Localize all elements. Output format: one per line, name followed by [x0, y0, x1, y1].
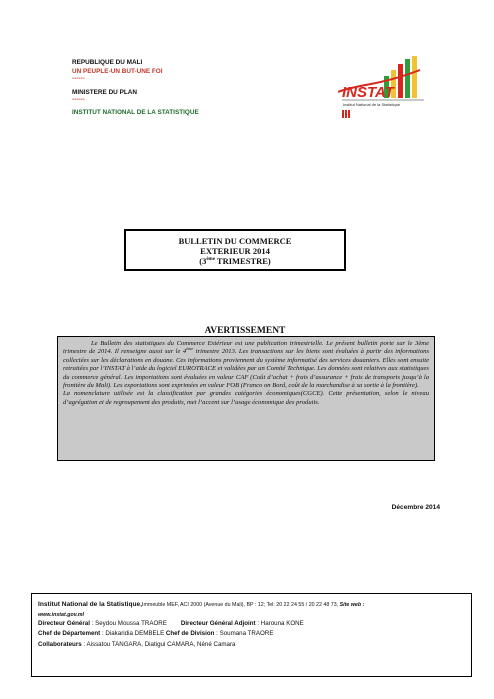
national-motto: UN PEUPLE-UN BUT-UNE FOI	[72, 68, 163, 75]
division-head-label: Chef de Division	[165, 630, 215, 637]
footer-site-label: Site web :	[339, 602, 365, 608]
instat-logo	[338, 56, 430, 124]
division-head-name: : Soumana TRAORE	[214, 630, 274, 637]
title-line-3-sup: ème	[206, 257, 215, 263]
publication-date: Décembre 2014	[391, 504, 440, 511]
department-head-name: : Diakaridia DEMBELE	[100, 630, 166, 637]
footer-collaborators-line	[38, 640, 465, 651]
department-head-label: Chef de Département	[38, 630, 101, 637]
title-line-1: BULLETIN DU COMMERCE	[178, 236, 292, 246]
warning-text-a: Le Bulletin des statistiques du Commerce Extérieur est une publication trimestrielle. Le présent bulletin porte sur le 3ème trimestre de 2014. Il renseigne aussi sur le 4	[63, 340, 429, 356]
svg-text:Institut National de la Statis: Institut National de la Statistique	[343, 102, 401, 107]
title-line-3-suffix: TRIMESTRE)	[214, 256, 271, 266]
separator-dashes: ------	[72, 75, 85, 82]
warning-paragraph-1	[63, 340, 429, 390]
warning-paragraph-2: La nomenclature utilisée est la classification par grandes catégories économiques(CGCE). Cette présentation, selon le niveau d’agrégation et de regroupement des produits, met l’accent sur l’usage économique des produits.	[63, 390, 429, 406]
footer-website[interactable]: www.instat.gov.ml	[38, 611, 85, 618]
footer-website-line	[38, 611, 465, 619]
footer-directors-line	[38, 619, 465, 630]
warning-text-sup: ème	[186, 346, 194, 352]
bulletin-title-box	[124, 229, 346, 271]
instat-logo-graphic	[338, 56, 430, 124]
footer-department-line	[38, 629, 465, 640]
collaborators-names: : Aissatou TANGARA, Diatigui CAMARA, Néné Camara	[81, 640, 236, 648]
deputy-director-name: : Harouna KONE	[255, 619, 304, 627]
institute-name: INSTITUT NATIONAL DE LA STATISTIQUE	[72, 109, 199, 116]
warning-box	[57, 336, 435, 461]
director-general-label: Directeur Général	[38, 619, 90, 627]
title-line-3	[126, 256, 344, 266]
warning-text-b: trimestre 2013. Les transactions sur les biens sont évaluées à partir des informations collectées sur les déclarations en douane. Ces informations proviennent du système informatisé des services douaniers. Elles sont ensuite retraitées par l’INSTAT à l’aide du logiciel EUROTRACE et validées par un Comité Technique. Les données sont relatives aux statistiques du commerce général. Les importations sont évaluées en valeur CAF (Coût d’achat + frais d’assurance + frais de transports jusqu’à la frontière du Mali). Les exportations sont exprimées en valeur FOB (Franco on Bord, coût de la marchandise à sa sortie à la frontière).	[63, 348, 430, 390]
svg-text:INSTAT: INSTAT	[342, 84, 394, 101]
collaborators-label: Collaborateurs	[38, 640, 82, 648]
title-line-3-prefix: (3	[199, 256, 207, 266]
footer-institute-line	[38, 600, 465, 611]
warning-heading: AVERTISSEMENT	[204, 326, 286, 336]
director-general-name: : Seydou Moussa TRAORE	[89, 619, 167, 627]
footer-institute-name: Institut National de la Statistique,	[38, 601, 143, 608]
header-institution-block	[72, 58, 292, 117]
separator-dashes: ------	[72, 96, 85, 103]
deputy-director-label: Directeur Général Adjoint	[180, 619, 256, 627]
ministry-name: MINISTERE DU PLAN	[72, 89, 137, 96]
footer-contact-box	[31, 593, 472, 677]
republic-name: REPUBLIQUE DU MALI	[72, 59, 143, 66]
title-line-2: EXTERIEUR 2014	[200, 246, 270, 256]
footer-address: Immeuble MEF, ACI 2000 (Avenue du Mali), BP : 12; Tel: 20 22 24 55 / 20 22 48 73,	[142, 602, 340, 608]
